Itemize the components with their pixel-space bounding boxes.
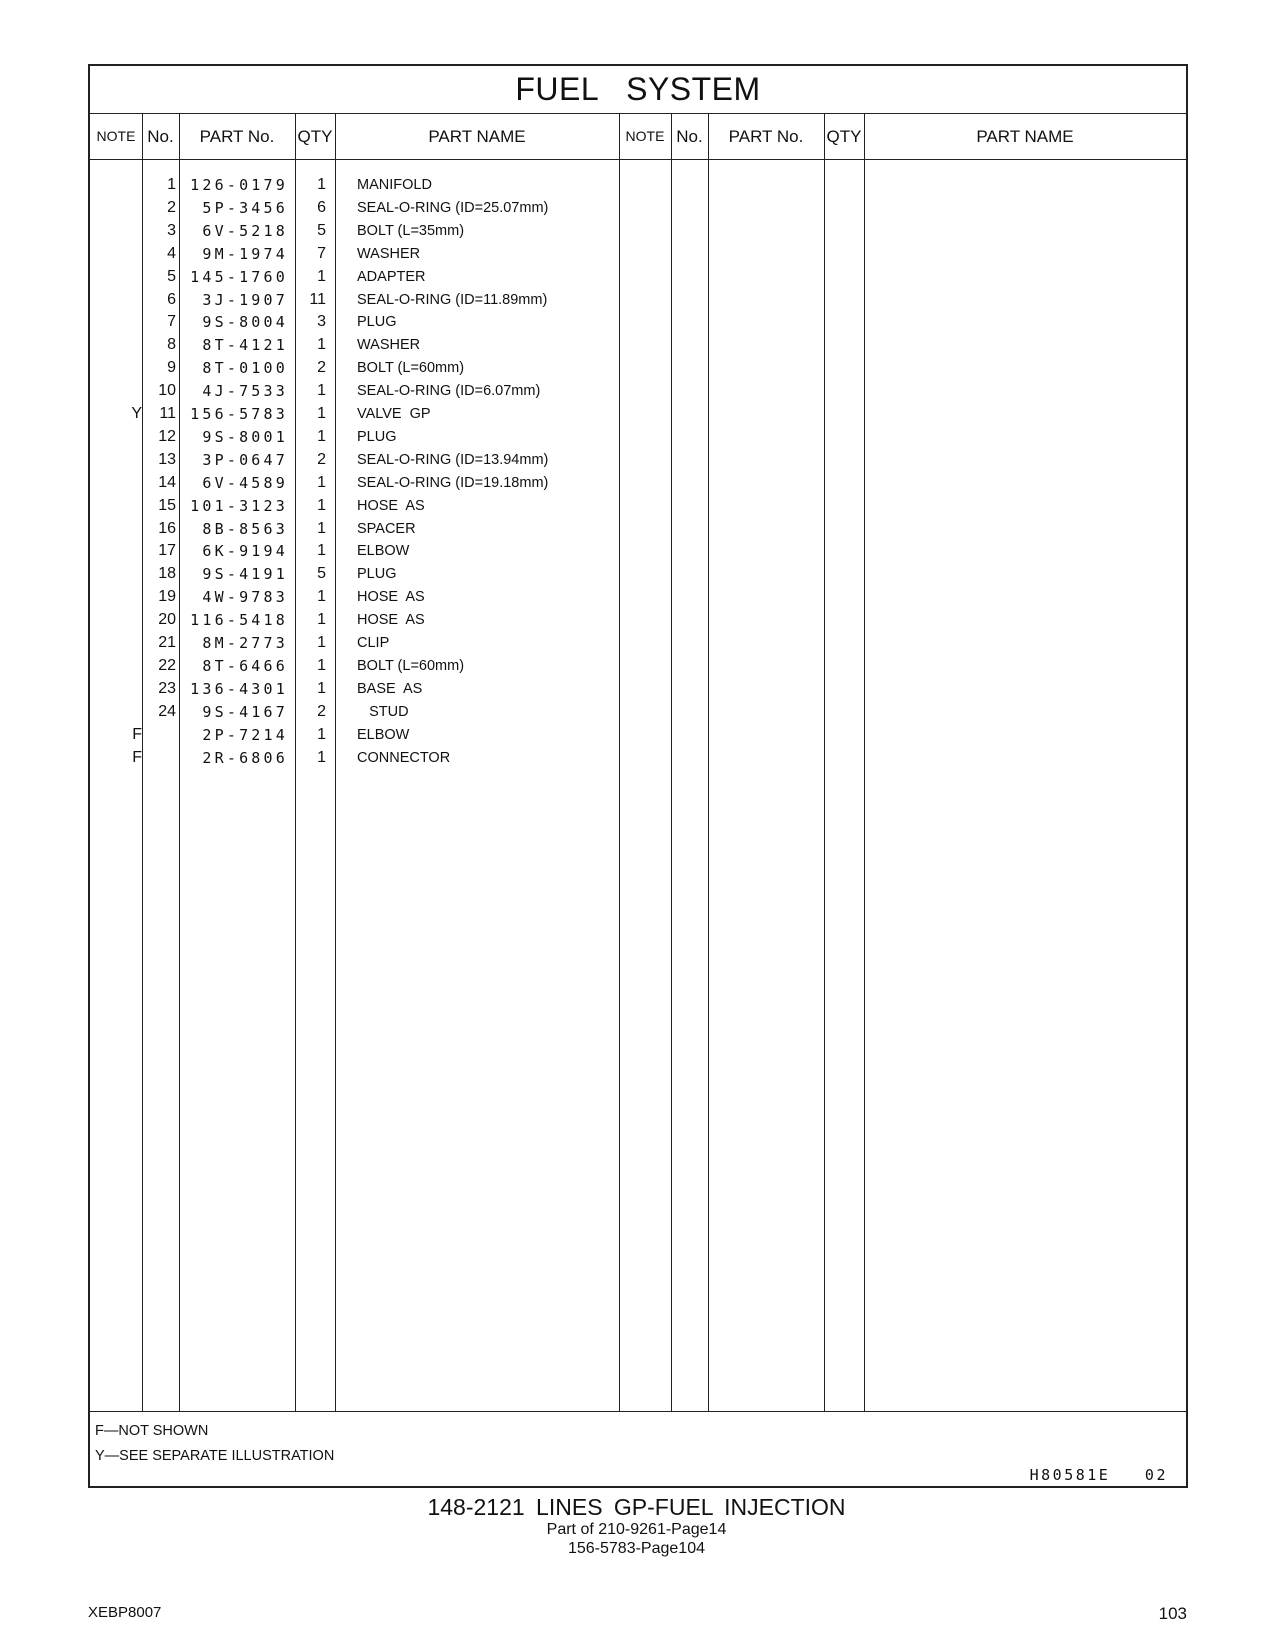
part-name: SEAL-O-RING (ID=11.89mm) [357, 291, 548, 308]
header-note-right: NOTE [619, 113, 671, 160]
part-number-index: 1 [167, 176, 176, 193]
part-name: ELBOW [357, 726, 410, 743]
part-name: PLUG [357, 314, 397, 331]
part-number: 4J-7533 [202, 382, 288, 401]
part-number: 9S-8004 [202, 313, 288, 332]
part-number-index: 12 [158, 427, 176, 445]
part-quantity: 1 [317, 725, 326, 743]
table-row [90, 495, 1186, 518]
part-name: STUD [357, 703, 409, 720]
table-row [90, 334, 1186, 357]
part-number: 3J-1907 [202, 290, 288, 309]
parts-table-frame [88, 64, 1188, 1488]
table-row [90, 518, 1186, 541]
part-number-index: 24 [158, 702, 176, 720]
table-row [90, 266, 1186, 289]
part-number-index: 10 [158, 382, 176, 400]
table-row [90, 197, 1186, 220]
part-number: 126-0179 [190, 176, 288, 194]
header-qty-left: QTY [295, 113, 335, 160]
table-row [90, 701, 1186, 724]
part-quantity: 1 [317, 679, 326, 697]
part-number-index: 8 [167, 336, 176, 354]
part-number-index: 9 [167, 359, 176, 377]
part-number: 9M-1974 [202, 244, 288, 263]
part-number-index: 13 [158, 450, 176, 468]
part-name: PLUG [357, 566, 397, 583]
part-number-index: 6 [167, 290, 176, 308]
table-row [90, 472, 1186, 495]
table-row [90, 357, 1186, 380]
part-number-index: 17 [158, 542, 176, 560]
part-number: 9S-4191 [202, 565, 288, 584]
part-name: HOSE AS [357, 589, 425, 606]
table-row [90, 289, 1186, 312]
part-number-index: 23 [158, 679, 176, 697]
part-name: ADAPTER [357, 268, 426, 285]
part-number-index: 16 [158, 519, 176, 537]
page-caption [0, 1494, 1273, 1558]
page-number: 103 [1158, 1604, 1187, 1623]
part-quantity: 1 [317, 427, 326, 445]
table-row [90, 220, 1186, 243]
part-number: 156-5783 [190, 405, 288, 423]
header-qty-right: QTY [824, 113, 864, 160]
part-quantity: 6 [317, 198, 326, 216]
header-no-right: No. [671, 113, 708, 160]
part-number-index: 7 [167, 313, 176, 331]
table-row [90, 243, 1186, 266]
part-name: WASHER [357, 337, 421, 354]
part-number-index: 21 [158, 634, 176, 651]
part-quantity: 1 [317, 634, 326, 651]
part-quantity: 1 [317, 588, 326, 606]
table-bottom-rule [90, 1411, 1186, 1412]
table-row [90, 586, 1186, 609]
part-quantity: 5 [317, 565, 326, 583]
header-part-no-left: PART No. [179, 113, 295, 160]
part-quantity: 1 [317, 496, 326, 514]
part-number: 116-5418 [190, 611, 288, 630]
part-number: 8M-2773 [202, 634, 288, 652]
part-name: SEAL-O-RING (ID=6.07mm) [357, 383, 541, 400]
part-number: 2R-6806 [202, 748, 288, 767]
footnotes [95, 1419, 334, 1469]
part-name: HOSE AS [357, 612, 425, 629]
part-number-index: 15 [158, 496, 176, 514]
part-name: PLUG [357, 428, 397, 445]
part-number-index: 11 [159, 405, 176, 422]
part-quantity: 1 [317, 176, 326, 193]
table-row [90, 540, 1186, 563]
part-number: 9S-8001 [202, 427, 288, 446]
table-row [90, 563, 1186, 586]
illustration-code: H80581E 02 [1029, 1466, 1168, 1484]
part-number: 6V-5218 [202, 221, 288, 240]
part-name: MANIFOLD [357, 177, 432, 193]
part-number-index: 20 [158, 611, 176, 629]
table-row [90, 724, 1186, 747]
part-number: 136-4301 [190, 679, 288, 698]
part-quantity: 1 [317, 382, 326, 400]
part-name: WASHER [357, 245, 421, 262]
part-quantity: 1 [317, 473, 326, 491]
part-name: BOLT (L=60mm) [357, 360, 465, 377]
part-number: 145-1760 [190, 267, 288, 286]
part-note: F [132, 748, 142, 766]
footnote-not-shown: F—NOT SHOWN [95, 1423, 209, 1439]
part-name: BASE AS [357, 680, 423, 697]
part-quantity: 1 [317, 519, 326, 537]
table-row [90, 747, 1186, 770]
part-number-index: 3 [167, 221, 176, 239]
part-number-index: 5 [167, 267, 176, 285]
part-number: 8T-0100 [202, 359, 288, 378]
part-number: 9S-4167 [202, 702, 288, 721]
part-name: SEAL-O-RING (ID=25.07mm) [357, 199, 549, 216]
part-name: BOLT (L=35mm) [357, 222, 465, 239]
part-name: ELBOW [357, 543, 410, 560]
document-id: XEBP8007 [88, 1604, 162, 1621]
table-row [90, 174, 1186, 197]
part-number-index: 4 [167, 244, 176, 262]
part-quantity: 1 [317, 267, 326, 285]
part-number: 8B-8563 [202, 519, 288, 538]
part-number: 8T-4121 [202, 336, 288, 355]
header-note-left: NOTE [90, 113, 142, 160]
footnote-separate-illustration: Y—SEE SEPARATE ILLUSTRATION [95, 1448, 335, 1464]
part-number-index: 2 [167, 198, 176, 216]
part-note: Y [131, 405, 142, 422]
part-number: 4W-9783 [202, 588, 288, 607]
table-row [90, 655, 1186, 678]
part-quantity: 11 [309, 290, 326, 308]
table-row [90, 632, 1186, 655]
part-quantity: 1 [317, 748, 326, 766]
caption-title: 148-2121 LINES GP-FUEL INJECTION [427, 1494, 846, 1520]
part-number: 3P-0647 [202, 450, 288, 469]
header-part-name-right: PART NAME [864, 113, 1186, 160]
part-name: VALVE GP [357, 406, 431, 422]
part-number: 2P-7214 [202, 725, 288, 744]
part-number: 8T-6466 [202, 656, 288, 675]
table-row [90, 426, 1186, 449]
part-number: 5P-3456 [202, 198, 288, 217]
header-part-name-left: PART NAME [335, 113, 619, 160]
part-name: SEAL-O-RING (ID=13.94mm) [357, 451, 549, 468]
part-quantity: 1 [317, 542, 326, 560]
table-row [90, 311, 1186, 334]
table-row [90, 449, 1186, 472]
part-quantity: 3 [317, 313, 326, 331]
part-quantity: 2 [317, 450, 326, 468]
part-number-index: 18 [158, 565, 176, 583]
part-number-index: 22 [158, 656, 176, 674]
part-quantity: 1 [317, 336, 326, 354]
part-quantity: 2 [317, 702, 326, 720]
part-number: 6K-9194 [202, 542, 288, 561]
table-row [90, 403, 1186, 426]
table-row [90, 380, 1186, 403]
part-name: HOSE AS [357, 497, 425, 514]
part-number-index: 14 [158, 473, 176, 491]
section-title: FUEL SYSTEM [90, 66, 1186, 114]
table-row [90, 609, 1186, 632]
part-name: BOLT (L=60mm) [357, 657, 465, 674]
part-quantity: 2 [317, 359, 326, 377]
caption-reference: 156-5783-Page104 [567, 1540, 705, 1557]
part-quantity: 7 [317, 244, 326, 262]
part-number: 101-3123 [190, 496, 288, 515]
part-note: F [132, 725, 142, 743]
part-name: SEAL-O-RING (ID=19.18mm) [357, 474, 549, 491]
part-name: CLIP [357, 635, 390, 651]
part-number-index: 19 [158, 588, 176, 606]
part-quantity: 1 [317, 405, 326, 422]
part-name: CONNECTOR [357, 749, 451, 766]
part-name: SPACER [357, 520, 416, 537]
part-number: 6V-4589 [202, 473, 288, 492]
part-quantity: 1 [317, 656, 326, 674]
header-no-left: No. [142, 113, 179, 160]
part-quantity: 1 [317, 611, 326, 629]
table-row [90, 678, 1186, 701]
header-part-no-right: PART No. [708, 113, 824, 160]
part-quantity: 5 [317, 221, 326, 239]
caption-part-of: Part of 210-9261-Page14 [546, 1521, 727, 1538]
